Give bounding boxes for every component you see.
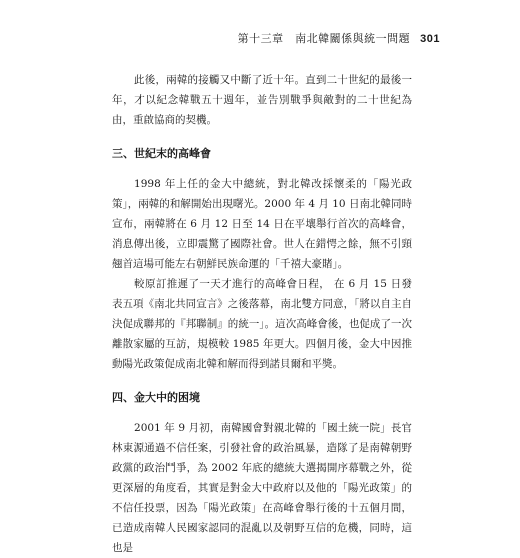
section-heading-4: 四、金大中的困境 (112, 391, 200, 404)
running-header (0, 30, 440, 46)
section-heading-3: 三、世紀末的高峰會 (112, 147, 211, 160)
paragraph-3: 較原訂推遲了一天才進行的高峰會日程， 在 6 月 15 日發表五項《南北共同宣言》之後落幕，南北雙方同意，「將以自主自決促成聯邦的『邦聯制』的統一」。這次高峰會後，也促成了一次離散家屬的互訪，規模較 1985 年更大。四個月後，金大中因推動陽光政策促成南北韓和解而得到諾貝爾和平獎。 (112, 278, 412, 370)
paragraph-1: 此後，兩韓的接觸又中斷了近十年。直到二十世紀的最後一年，才以紀念韓戰五十週年，並告別戰爭與敵對的二十世紀為由，重啟協商的契機。 (112, 74, 412, 126)
page-body (112, 70, 412, 558)
paragraph-4: 2001 年 9 月初，南韓國會對親北韓的「國土統一院」長官林東源通過不信任案，引發社會的政治風暴，造隊了是南韓朝野政黨的政治鬥爭，為 2002 年底的總統大選揭開序幕戰之外，從更深層的角度看，其實是對金大中政府以及他的「陽光政策」的不信任投票，因為「陽光政策」在高峰會舉行後的十五個月間，已造成南韓人民國家認同的混亂以及朝野互信的危機，同時，這也是 (112, 422, 412, 554)
chapter-title: 第十三章 南北韓關係與統一問題 (237, 32, 411, 45)
page-number: 301 (420, 33, 440, 45)
paragraph-2: 1998 年上任的金大中總統，對北韓改採懷柔的「陽光政策」，兩韓的和解開始出現曙光。2000 年 4 月 10 日南北韓同時宣布，兩韓將在 6 月 12 日至 14 日在平壤舉行首次的高峰會，消息傳出後，立即震驚了國際社會。世人在錯愕之餘，無不引頸翹首這場可能左右朝鮮民族命運的「千禧大豪賭」。 (112, 178, 412, 270)
